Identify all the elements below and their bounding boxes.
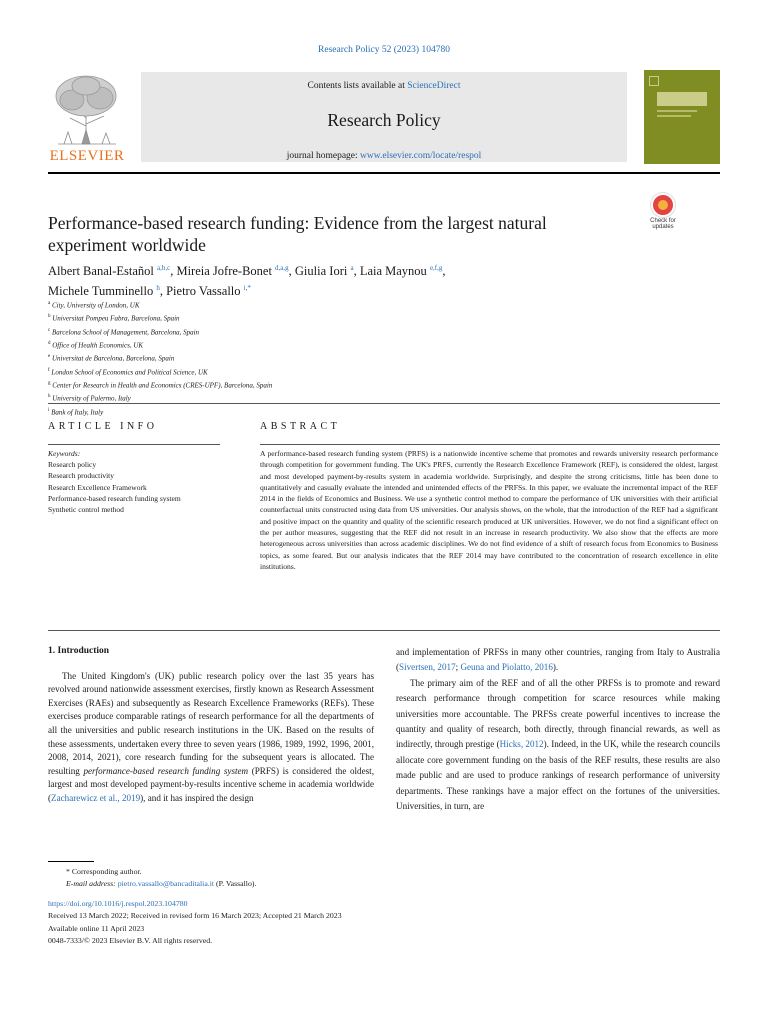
journal-citation[interactable]: Research Policy 52 (2023) 104780 — [318, 45, 450, 55]
author-affil-ref[interactable]: i,* — [243, 284, 251, 293]
abstract-text: A performance-based research funding system (PRFS) is a nationwide incentive scheme that promotes and rewards university research performance through competition for government funding. The UK's PRFS, currently the Research Excellence Framework (REF), is considered the oldest, largest and most developed payment-by-results system in academia worldwide. Surprisingly, and despite the strong criticisms, little has been done to quantitatively and casually evaluate the intended and unintended effects of the PRFSs. In this paper, we evaluate the incremental impact of the REF 2014 in the fields of Economics and Business. We use a synthetic control method to compare the performance of UK universities with their artificial counterfactual units constructed using data from US universities. Our analysis shows, on the whole, that the introduction of the REF had a significant and positive impact on the quantity and quality of the scientific research produced at UK universities. However, we do not find a significant effect on the per author measures, suggesting that the REF did not result in an increase in research productivity. We also show that the effects are more heterogeneous across universities than across academic disciplines. We do not find evidence of a shift of research focus from Economics to Business topics, as some feared. But our analysis indicates that the REF 2014 may have contributed to the concentration of research excellence in elite institutions. — [260, 449, 718, 571]
doi-link[interactable]: https://doi.org/10.1016/j.respol.2023.104780 — [48, 899, 188, 908]
contents-line — [141, 81, 627, 91]
introduction-heading: 1. Introduction — [48, 646, 110, 656]
keyword-item: Synthetic control method — [48, 505, 124, 515]
author-affil-ref[interactable]: e,f,g — [429, 264, 443, 272]
citation-link[interactable]: Hicks, 2012 — [499, 739, 544, 750]
citation-link[interactable]: Geuna and Piolatto, 2016 — [460, 662, 553, 673]
citation-link[interactable]: Sivertsen, 2017 — [399, 662, 456, 673]
keywords-block — [48, 448, 248, 515]
body-column-left — [48, 645, 374, 806]
author-affil-ref[interactable]: a — [350, 264, 354, 272]
abstract-divider — [260, 444, 720, 445]
homepage-line — [141, 151, 627, 161]
online-date: Available online 11 April 2023 — [48, 923, 145, 933]
author-list: Albert Banal-Estañol $^{a,b,c}$, Mireia Jofre-Bonet $^{d,a,g}$, Giulia Iori $^a$, Laia Maynou $^{e,f,g}$, Michele Tumminello $^h$, Pietro Vassallo $^{i,*}$ — [48, 264, 446, 299]
author-affil-ref[interactable]: d,a,g — [275, 264, 289, 272]
author-name[interactable]: Giulia Iori — [294, 264, 348, 279]
check-updates-icon — [651, 193, 675, 217]
journal-title: Research Policy — [327, 110, 441, 130]
footnote-divider — [48, 861, 94, 862]
body-column-right — [396, 645, 720, 814]
keyword-item: Performance-based research funding system — [48, 493, 181, 503]
body-divider — [48, 630, 720, 631]
copyright-line: 0048-7333/© 2023 Elsevier B.V. All rights reserved. — [48, 935, 213, 945]
article-info-divider — [48, 444, 220, 445]
keywords-label: Keywords: — [48, 449, 81, 458]
article-title: Performance-based research funding: Evidence from the largest natural experiment worldwide — [48, 213, 547, 255]
affiliation-item: $^d$ Office of Health Economics, UK — [48, 340, 144, 350]
keyword-item: Research productivity — [48, 471, 115, 481]
header-divider — [48, 172, 720, 174]
author-name[interactable]: Mireia Jofre-Bonet — [176, 264, 272, 279]
elsevier-wordmark: ELSEVIER — [49, 148, 125, 164]
affiliation-item: $^e$ Universitat de Barcelona, Barcelona, Spain — [48, 354, 175, 363]
footnotes — [48, 866, 548, 890]
email-note: E-mail address: pietro.vassallo@bancaditalia.it (P. Vassallo). — [66, 879, 257, 888]
affiliation-item: $^c$ Barcelona School of Management, Barcelona, Spain — [48, 327, 200, 336]
citation-link[interactable]: Zacharewicz et al., 2019 — [51, 792, 141, 803]
affiliation-item: $^a$ City, University of London, UK — [48, 301, 140, 310]
author-name[interactable]: Albert Banal-Estañol — [48, 264, 154, 279]
author-name[interactable]: Pietro Vassallo — [166, 284, 241, 299]
journal-header-box — [141, 72, 627, 162]
history-dates: Received 13 March 2022; Received in revised form 16 March 2023; Accepted 21 March 2023 — [48, 911, 342, 921]
elsevier-logo — [48, 70, 126, 166]
section-divider — [48, 403, 720, 404]
keyword-item: Research Excellence Framework — [48, 482, 147, 492]
check-updates-label: Check for updates — [650, 218, 676, 230]
homepage-link[interactable]: www.elsevier.com/locate/respol — [360, 151, 482, 161]
journal-cover-image[interactable] — [644, 70, 720, 164]
affiliation-item: $^h$ University of Palermo, Italy — [48, 394, 131, 403]
affiliation-list — [48, 298, 548, 418]
check-for-updates-button[interactable] — [648, 193, 678, 229]
contents-prefix: Contents lists available at — [307, 81, 408, 91]
abstract-heading: ABSTRACT — [260, 421, 341, 432]
sciencedirect-link[interactable]: ScienceDirect — [407, 81, 461, 91]
publication-info — [48, 898, 548, 947]
affiliation-item: $^i$ Bank of Italy, Italy — [48, 407, 104, 416]
email-link[interactable]: pietro.vassallo@bancaditalia.it — [117, 879, 215, 888]
author-affil-ref[interactable]: a,b,c — [157, 264, 171, 272]
email-label: E-mail address: — [66, 879, 116, 888]
affiliation-item: $^b$ Universitat Pompeu Fabra, Barcelona, Spain — [48, 314, 180, 323]
keyword-item: Research policy — [48, 460, 97, 470]
journal-banner — [48, 70, 720, 166]
elsevier-tree-icon — [48, 70, 126, 148]
affiliation-item: $^g$ Center for Research in Health and Economics (CRES-UPF), Barcelona, Spain — [48, 380, 273, 390]
article-info-heading: ARTICLE INFO — [48, 421, 158, 432]
homepage-prefix: journal homepage: — [286, 151, 361, 161]
author-affil-ref[interactable]: h — [156, 284, 160, 293]
corresponding-author-note: * Corresponding author. — [66, 867, 142, 876]
affiliation-item: $^f$ London School of Economics and Political Science, UK — [48, 367, 208, 376]
body-paragraph: The primary aim of the REF and of all the other PRFSs is to promote and reward research performance through competition for scarce resources while making universities more accountable. The PRFSs create powerful incentives to increase the quantity and quality of research, both directly, through financial rewards, as well as indirectly, through prestige (Hicks, 2012). Indeed, in the UK, while the research councils allocate core government funding on the basis of the REF results, these results are also made public and are used to produce rankings of research performance of university departments. These rankings have a major effect on the fortunes of the universities. Universities, in turn, are — [396, 677, 720, 812]
body-paragraph: The United Kingdom's (UK) public research policy over the last 35 years has revolved around nationwide assessment exercises, firstly known as Research Assessment Exercises (RAEs) and subsequently as Research Excellence Frameworks (REFs). These exercises produce comparable ratings of research performance for all the departments of all the universities and public research institutions in the UK. Based on the results of these assessments, undertaken every three to seven years (1986, 1989, 1992, 1996, 2001, 2008, 2014, 2021), core research funding for the subsequent years is allocated. The resulting performance-based research funding system (PRFS) is considered the oldest, largest and most developed payment-by-results incentive scheme in academia worldwide (Zacharewicz et al., 2019), and it has inspired the design — [48, 670, 374, 803]
author-name[interactable]: Laia Maynou — [359, 264, 427, 279]
body-paragraph: and implementation of PRFSs in many other countries, ranging from Italy to Australia (Sivertsen, 2017; Geuna and Piolatto, 2016). — [396, 647, 720, 673]
author-name[interactable]: Michele Tumminello — [48, 284, 154, 299]
